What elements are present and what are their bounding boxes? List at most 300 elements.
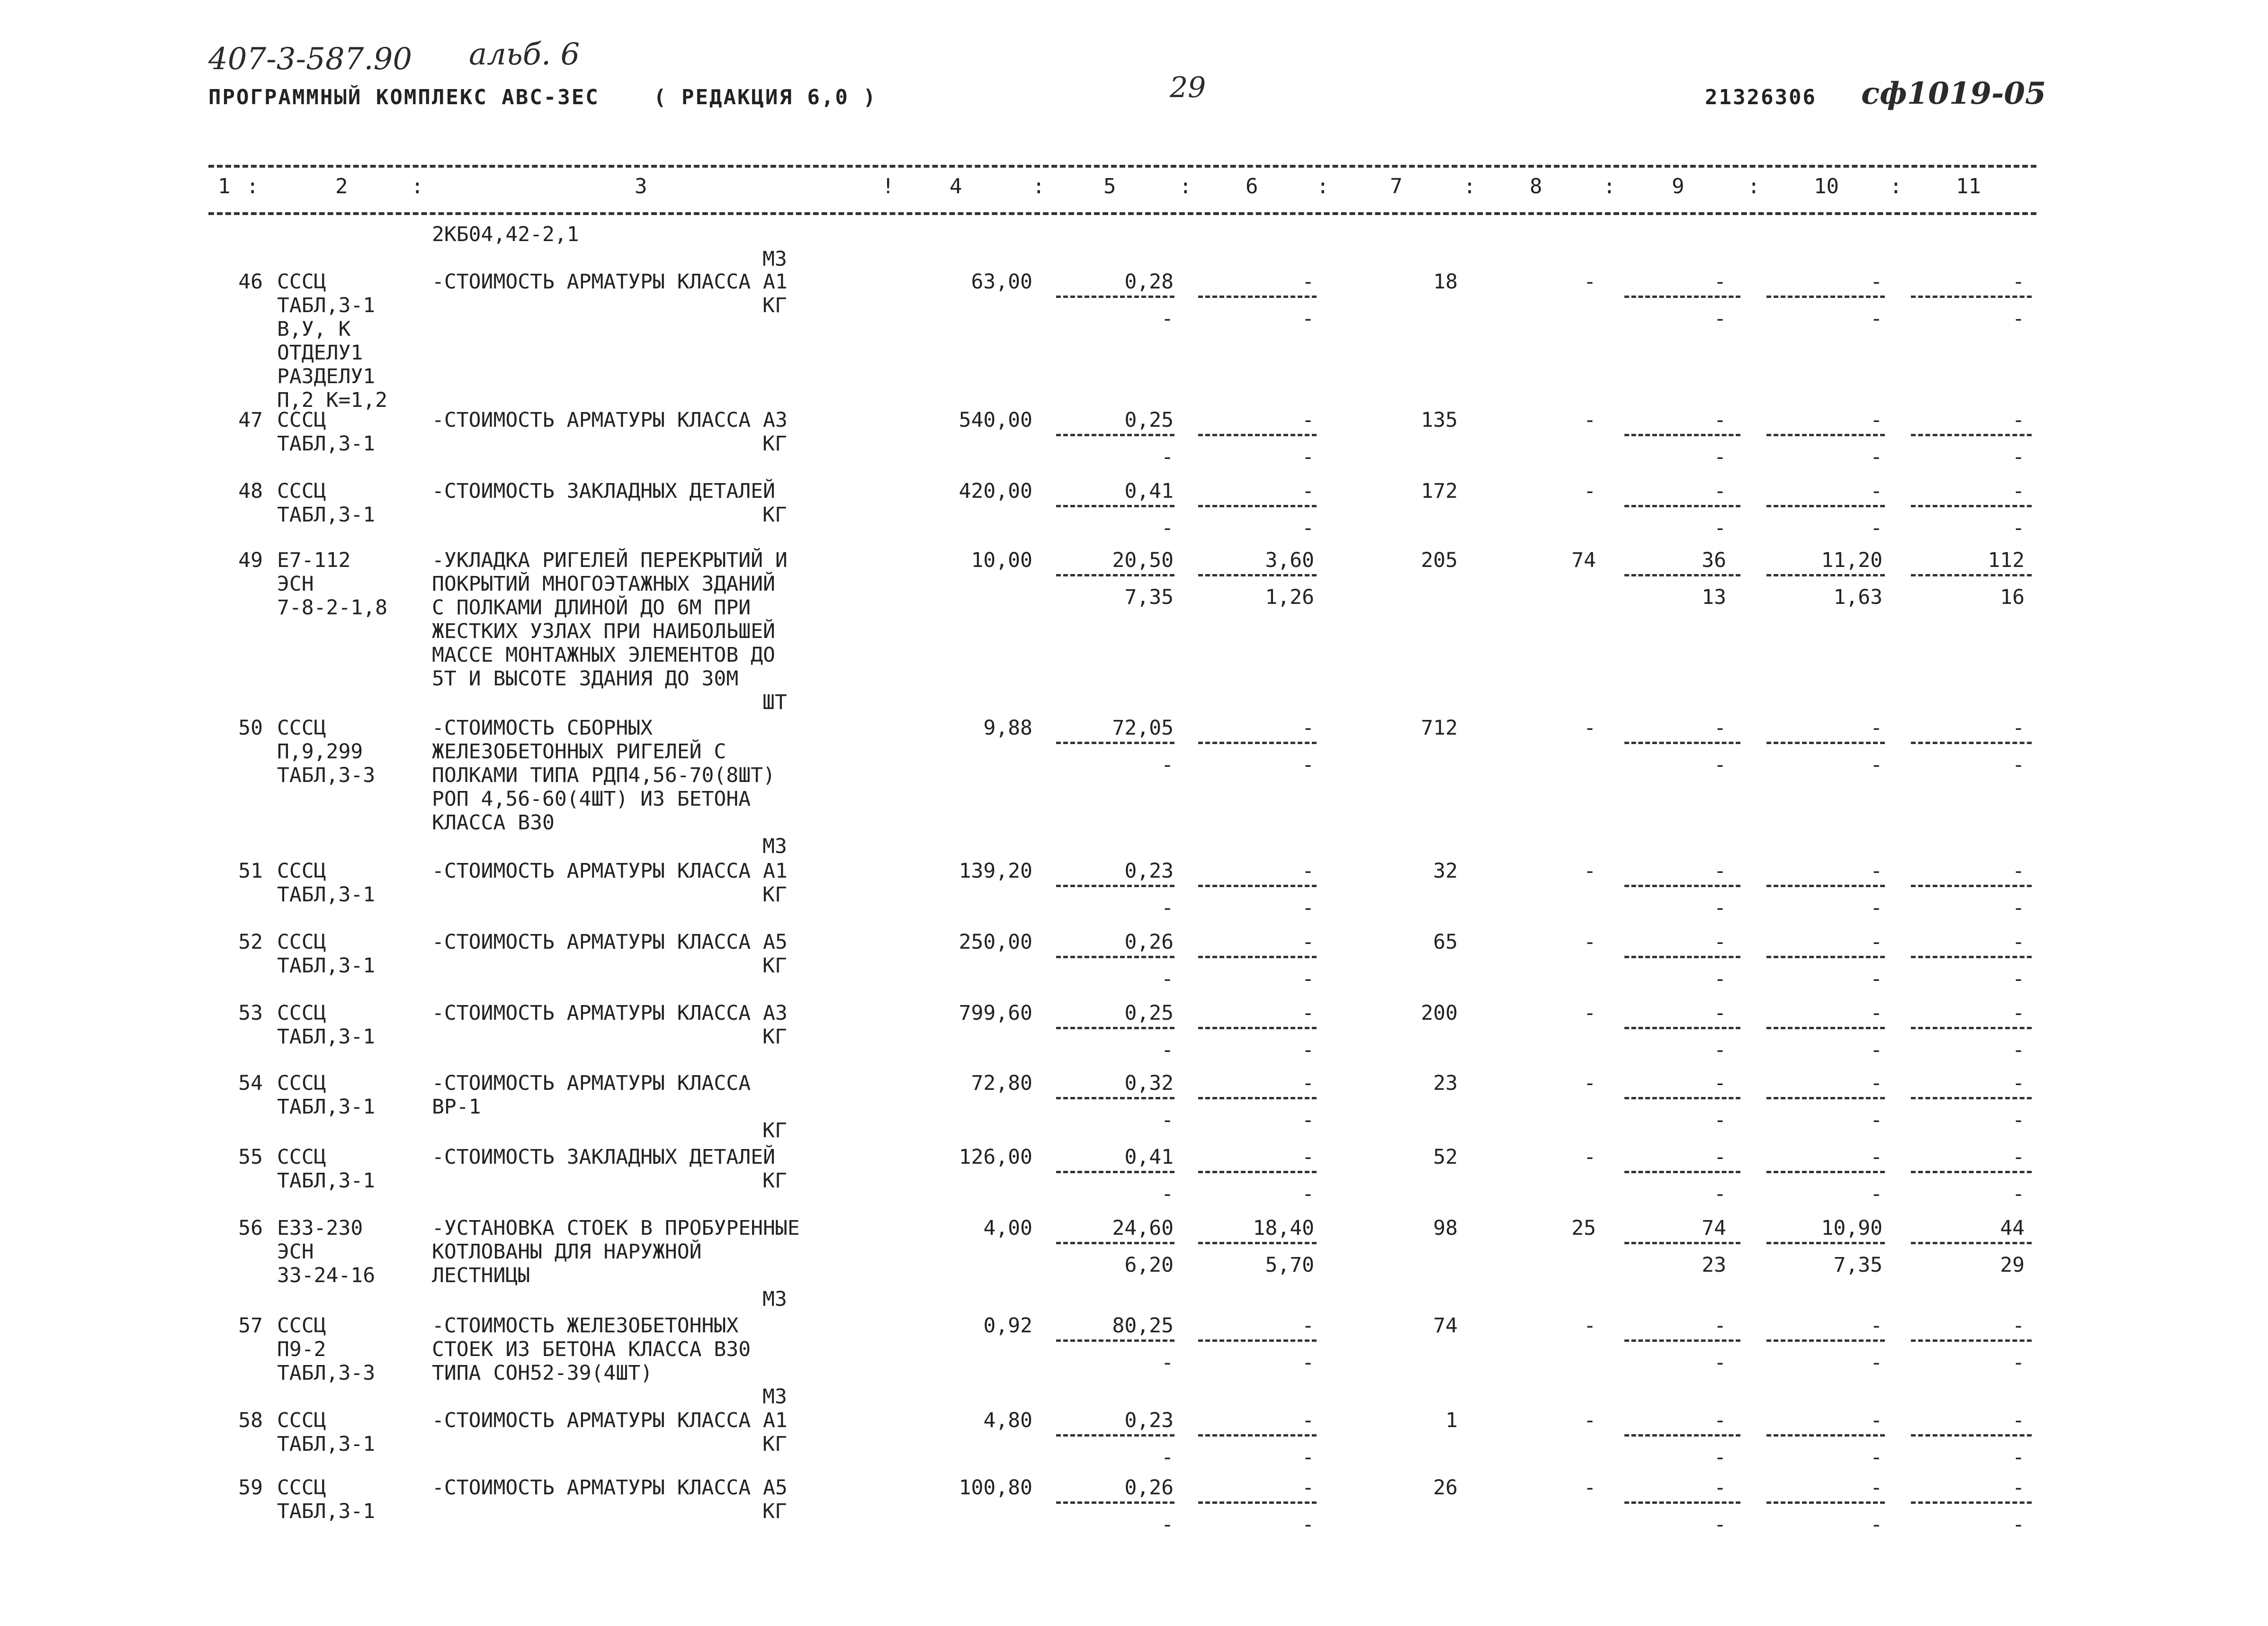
- fraction-divider: [1624, 1027, 1740, 1029]
- row-labor-total: -: [2012, 716, 2025, 740]
- row-quantity: 9,88: [983, 716, 1032, 740]
- row-labor-total-machinist: -: [2012, 753, 2025, 777]
- row-total-cost: 1: [1445, 1409, 1458, 1432]
- row-total-cost: 52: [1433, 1145, 1458, 1169]
- row-code-line: СССЦ: [277, 1071, 326, 1095]
- row-code-line: РАЗДЕЛУ1: [277, 365, 376, 388]
- row-labor-machinist: -: [1870, 306, 1883, 331]
- row-code-line: ТАБЛ,3-1: [277, 503, 376, 527]
- fraction-divider: [1624, 1242, 1740, 1244]
- col-header-5: 5: [1103, 174, 1116, 198]
- row-labor: -: [1870, 479, 1883, 503]
- row-unit-wage: -: [1161, 516, 1174, 540]
- row-total-cost: 98: [1433, 1216, 1458, 1240]
- row-quantity: 540,00: [959, 408, 1032, 432]
- fraction-divider: [1911, 505, 2032, 507]
- row-labor-total: -: [2012, 1476, 2025, 1500]
- row-description-line: -СТОИМОСТЬ АРМАТУРЫ КЛАССА А1: [432, 859, 788, 883]
- row-total-wage: 25: [1571, 1216, 1596, 1240]
- row-unit-machine: -: [1302, 1071, 1314, 1095]
- row-labor-total-machinist: -: [2012, 1182, 2025, 1206]
- row-total-wage: -: [1584, 1314, 1596, 1338]
- fraction-divider: [1911, 1242, 2032, 1244]
- row-description-line: ВР-1: [432, 1095, 481, 1119]
- row-labor-total: 112: [1988, 548, 2025, 572]
- row-labor: -: [1870, 408, 1883, 432]
- row-labor-total-machinist: -: [2012, 1108, 2025, 1132]
- row-total-machine: -: [1714, 1409, 1726, 1432]
- row-unit-wage: -: [1161, 1108, 1174, 1132]
- row-labor-total-machinist: -: [2012, 967, 2025, 991]
- col-header-6: 6: [1246, 174, 1258, 198]
- fraction-divider: [1198, 434, 1317, 436]
- row-description-line: СТОЕК ИЗ БЕТОНА КЛАССА В30: [432, 1338, 751, 1361]
- column-header-row: 1 2 3 4 5 6 7 8 9 10 11 : : ! : : : : : : :: [218, 174, 1981, 198]
- row-unit-cost: 0,41: [1124, 479, 1174, 503]
- fraction-divider: [1911, 956, 2032, 958]
- fraction-divider: [1056, 574, 1174, 576]
- row-unit-machine: -: [1302, 479, 1314, 503]
- row-total-wage: -: [1584, 716, 1596, 740]
- row-total-machine: -: [1714, 716, 1726, 740]
- row-total-machine-wage: 13: [1702, 585, 1726, 609]
- row-unit-cost: 0,41: [1124, 1145, 1174, 1169]
- row-code-line: СССЦ: [277, 408, 326, 432]
- row-total-cost: 26: [1433, 1476, 1458, 1500]
- row-description-line: -СТОИМОСТЬ СБОРНЫХ: [432, 716, 653, 740]
- fraction-divider: [1056, 1027, 1174, 1029]
- row-description-line: С ПОЛКАМИ ДЛИНОЙ ДО 6М ПРИ: [432, 596, 751, 620]
- row-unit-wage: -: [1161, 967, 1174, 991]
- row-labor-machinist: -: [1870, 1350, 1883, 1374]
- fraction-divider: [1198, 574, 1317, 576]
- row-unit-machine-wage: 5,70: [1265, 1253, 1314, 1277]
- row-number: 48: [238, 479, 263, 503]
- row-unit: КГ: [762, 1169, 787, 1193]
- row-unit: КГ: [762, 1119, 787, 1142]
- row-unit-wage: 7,35: [1124, 585, 1174, 609]
- row-total-cost: 200: [1421, 1001, 1458, 1025]
- row-unit-machine: -: [1302, 408, 1314, 432]
- fraction-divider: [1911, 1097, 2032, 1099]
- row-total-cost: 18: [1433, 270, 1458, 294]
- row-number: 51: [238, 859, 263, 883]
- row-description-line: -СТОИМОСТЬ ЗАКЛАДНЫХ ДЕТАЛЕЙ: [432, 479, 775, 503]
- row-labor-total-machinist: -: [2012, 306, 2025, 331]
- fraction-divider: [1198, 885, 1317, 887]
- fraction-divider: [1766, 1434, 1885, 1437]
- row-code-line: ТАБЛ,3-1: [277, 883, 376, 907]
- row-total-wage: -: [1584, 1409, 1596, 1432]
- document-code: сф1019-05: [1861, 76, 2046, 111]
- row-total-machine: -: [1714, 1071, 1726, 1095]
- fraction-divider: [1911, 1434, 2032, 1437]
- row-unit-wage: -: [1161, 1445, 1174, 1469]
- edition-label: ( РЕДАКЦИЯ 6,0 ): [654, 85, 877, 109]
- row-unit-machine: -: [1302, 930, 1314, 954]
- row-unit-machine-wage: -: [1302, 445, 1314, 469]
- row-total-machine: 74: [1702, 1216, 1726, 1240]
- fraction-divider: [1766, 885, 1885, 887]
- row-quantity: 10,00: [971, 548, 1032, 572]
- row-unit-cost: 80,25: [1112, 1314, 1174, 1338]
- fraction-divider: [1911, 1501, 2032, 1504]
- row-code-line: ТАБЛ,3-1: [277, 432, 376, 456]
- program-title: ПРОГРАММНЫЙ КОМПЛЕКС АВС-ЗЕС: [208, 85, 600, 109]
- row-total-cost: 32: [1433, 859, 1458, 883]
- row-total-machine-wage: -: [1714, 967, 1726, 991]
- fraction-divider: [1198, 296, 1317, 298]
- row-description-line: -СТОИМОСТЬ АРМАТУРЫ КЛАССА А5: [432, 930, 788, 954]
- fraction-divider: [1766, 1501, 1885, 1504]
- row-unit-machine: -: [1302, 716, 1314, 740]
- row-total-cost: 205: [1421, 548, 1458, 572]
- col-header-9: 9: [1672, 174, 1685, 198]
- row-description-line: ЖЕЛЕЗОБЕТОННЫХ РИГЕЛЕЙ С: [432, 740, 726, 764]
- row-labor-total: -: [2012, 1314, 2025, 1338]
- row-total-machine-wage: -: [1714, 753, 1726, 777]
- fraction-divider: [1624, 1501, 1740, 1504]
- row-total-machine: -: [1714, 859, 1726, 883]
- row-labor-total: -: [2012, 859, 2025, 883]
- row-labor-total-machinist: -: [2012, 445, 2025, 469]
- row-description-line: -УСТАНОВКА СТОЕК В ПРОБУРЕННЫЕ: [432, 1216, 800, 1240]
- row-labor-total-machinist: -: [2012, 516, 2025, 540]
- row-labor-total-machinist: 16: [2000, 585, 2025, 609]
- row-unit-machine: -: [1302, 1001, 1314, 1025]
- row-total-wage: -: [1584, 1071, 1596, 1095]
- row-total-machine: -: [1714, 1145, 1726, 1169]
- row-quantity: 63,00: [971, 270, 1032, 294]
- row-labor-machinist: -: [1870, 445, 1883, 469]
- row-code-line: СССЦ: [277, 1145, 326, 1169]
- row-unit-cost: 0,23: [1124, 1409, 1174, 1432]
- row-code-line: ТАБЛ,3-1: [277, 1025, 376, 1049]
- row-total-machine: -: [1714, 1001, 1726, 1025]
- row-quantity: 4,80: [983, 1409, 1032, 1432]
- fraction-divider: [1766, 1171, 1885, 1173]
- row-total-wage: 74: [1571, 548, 1596, 572]
- row-number: 46: [238, 270, 263, 294]
- row-total-machine-wage: -: [1714, 1182, 1726, 1206]
- page-number: 29: [1170, 71, 1206, 104]
- row-description-line: -СТОИМОСТЬ АРМАТУРЫ КЛАССА: [432, 1071, 751, 1095]
- row-labor: -: [1870, 1409, 1883, 1432]
- row-labor-total-machinist: -: [2012, 896, 2025, 920]
- row-code-line: ЭСН: [277, 1240, 314, 1264]
- row-unit-machine: 18,40: [1253, 1216, 1314, 1240]
- row-labor-total: -: [2012, 1145, 2025, 1169]
- row-labor-total-machinist: -: [2012, 1038, 2025, 1062]
- row-total-machine: -: [1714, 408, 1726, 432]
- row-total-machine: -: [1714, 1314, 1726, 1338]
- row-unit-cost: 0,26: [1124, 930, 1174, 954]
- row-unit-wage: -: [1161, 1182, 1174, 1206]
- row-total-cost: 23: [1433, 1071, 1458, 1095]
- row-unit-machine-wage: -: [1302, 1512, 1314, 1536]
- fraction-divider: [1911, 1027, 2032, 1029]
- row-unit: М3: [762, 1287, 787, 1311]
- row-total-wage: -: [1584, 1001, 1596, 1025]
- fraction-divider: [1624, 434, 1740, 436]
- row-labor-total: -: [2012, 1001, 2025, 1025]
- fraction-divider: [1624, 1171, 1740, 1173]
- row-labor: -: [1870, 1001, 1883, 1025]
- row-labor: 11,20: [1821, 548, 1883, 572]
- row-total-wage: -: [1584, 859, 1596, 883]
- row-unit-machine-wage: -: [1302, 1182, 1314, 1206]
- col-header-10: 10: [1814, 174, 1839, 198]
- carry-over-unit: М3: [762, 247, 787, 271]
- row-total-wage: -: [1584, 1145, 1596, 1169]
- col-header-7: 7: [1390, 174, 1403, 198]
- fraction-divider: [1624, 296, 1740, 298]
- row-unit: КГ: [762, 954, 787, 978]
- row-unit: КГ: [762, 294, 787, 317]
- row-number: 56: [238, 1216, 263, 1240]
- fraction-divider: [1766, 1339, 1885, 1342]
- fraction-divider: [1766, 1097, 1885, 1099]
- fraction-divider: [1624, 956, 1740, 958]
- row-quantity: 799,60: [959, 1001, 1032, 1025]
- row-total-machine-wage: -: [1714, 1445, 1726, 1469]
- carry-over-text: 2КБ04,42-2,1: [432, 223, 579, 246]
- fraction-divider: [1766, 1242, 1885, 1244]
- fraction-divider: [1056, 956, 1174, 958]
- row-code-line: СССЦ: [277, 1409, 326, 1432]
- fraction-divider: [1624, 1097, 1740, 1099]
- row-unit-wage: -: [1161, 1350, 1174, 1374]
- row-quantity: 0,92: [983, 1314, 1032, 1338]
- row-unit: ШТ: [762, 691, 787, 714]
- row-unit-cost: 72,05: [1112, 716, 1174, 740]
- row-unit-machine-wage: -: [1302, 896, 1314, 920]
- row-unit-machine-wage: -: [1302, 1350, 1314, 1374]
- row-number: 52: [238, 930, 263, 954]
- row-labor-machinist: -: [1870, 1182, 1883, 1206]
- fraction-divider: [1198, 1027, 1317, 1029]
- row-description-line: ЖЕСТКИХ УЗЛАХ ПРИ НАИБОЛЬШЕЙ: [432, 620, 775, 643]
- fraction-divider: [1911, 742, 2032, 744]
- fraction-divider: [1911, 1171, 2032, 1173]
- row-code-line: СССЦ: [277, 930, 326, 954]
- row-labor-machinist: 7,35: [1833, 1253, 1883, 1277]
- row-total-wage: -: [1584, 270, 1596, 294]
- row-unit-cost: 24,60: [1112, 1216, 1174, 1240]
- row-description-line: ТИПА СОН52-39(4ШТ): [432, 1361, 653, 1385]
- fraction-divider: [1766, 574, 1885, 576]
- row-unit-machine: -: [1302, 1314, 1314, 1338]
- row-labor-machinist: 1,63: [1833, 585, 1883, 609]
- row-total-machine: 36: [1702, 548, 1726, 572]
- fraction-divider: [1766, 434, 1885, 436]
- row-number: 55: [238, 1145, 263, 1169]
- row-unit-machine-wage: -: [1302, 1445, 1314, 1469]
- row-total-machine-wage: -: [1714, 306, 1726, 331]
- row-unit-machine-wage: -: [1302, 306, 1314, 331]
- row-code-line: ТАБЛ,3-1: [277, 1432, 376, 1456]
- header-top-rule: [208, 165, 2036, 168]
- row-description-line: ПОКРЫТИЙ МНОГОЭТАЖНЫХ ЗДАНИЙ: [432, 572, 775, 596]
- row-total-machine: -: [1714, 479, 1726, 503]
- row-code-line: СССЦ: [277, 1314, 326, 1338]
- row-number: 47: [238, 408, 263, 432]
- row-total-machine-wage: -: [1714, 445, 1726, 469]
- row-number: 49: [238, 548, 263, 572]
- fraction-divider: [1624, 505, 1740, 507]
- row-labor-total: 44: [2000, 1216, 2025, 1240]
- row-labor: -: [1870, 270, 1883, 294]
- row-total-machine-wage: -: [1714, 1038, 1726, 1062]
- row-total-machine-wage: -: [1714, 896, 1726, 920]
- fraction-divider: [1911, 885, 2032, 887]
- row-total-wage: -: [1584, 1476, 1596, 1500]
- row-labor: -: [1870, 1476, 1883, 1500]
- row-description-line: -СТОИМОСТЬ АРМАТУРЫ КЛАССА А1: [432, 270, 788, 294]
- row-labor-total: -: [2012, 408, 2025, 432]
- row-total-machine-wage: -: [1714, 516, 1726, 540]
- row-total-machine: -: [1714, 270, 1726, 294]
- row-unit: КГ: [762, 503, 787, 527]
- row-code-line: ОТДЕЛУ1: [277, 341, 363, 365]
- row-labor-machinist: -: [1870, 1512, 1883, 1536]
- row-unit-cost: 0,25: [1124, 1001, 1174, 1025]
- row-description-line: 5Т И ВЫСОТЕ ЗДАНИЯ ДО 30М: [432, 667, 739, 691]
- row-labor-total-machinist: -: [2012, 1445, 2025, 1469]
- row-code-line: Е33-230: [277, 1216, 363, 1240]
- fraction-divider: [1198, 505, 1317, 507]
- fraction-divider: [1198, 1242, 1317, 1244]
- row-labor-machinist: -: [1870, 753, 1883, 777]
- fraction-divider: [1056, 1434, 1174, 1437]
- row-number: 58: [238, 1409, 263, 1432]
- row-quantity: 420,00: [959, 479, 1032, 503]
- row-code-line: СССЦ: [277, 859, 326, 883]
- col-header-3: 3: [635, 174, 647, 198]
- row-code-line: ТАБЛ,3-1: [277, 1500, 376, 1523]
- fraction-divider: [1198, 1171, 1317, 1173]
- row-code-line: ТАБЛ,3-3: [277, 1361, 376, 1385]
- row-unit-wage: -: [1161, 753, 1174, 777]
- row-labor: 10,90: [1821, 1216, 1883, 1240]
- row-unit: КГ: [762, 432, 787, 456]
- row-total-machine: -: [1714, 1476, 1726, 1500]
- row-unit-machine-wage: -: [1302, 1038, 1314, 1062]
- fraction-divider: [1198, 1339, 1317, 1342]
- row-unit-cost: 0,25: [1124, 408, 1174, 432]
- row-code-line: СССЦ: [277, 1001, 326, 1025]
- row-description-line: -СТОИМОСТЬ ЖЕЛЕЗОБЕТОННЫХ: [432, 1314, 739, 1338]
- fraction-divider: [1624, 742, 1740, 744]
- row-labor-machinist: -: [1870, 967, 1883, 991]
- row-quantity: 4,00: [983, 1216, 1032, 1240]
- row-quantity: 139,20: [959, 859, 1032, 883]
- row-total-wage: -: [1584, 930, 1596, 954]
- row-quantity: 250,00: [959, 930, 1032, 954]
- row-labor-total: -: [2012, 1409, 2025, 1432]
- row-description-line: -УКЛАДКА РИГЕЛЕЙ ПЕРЕКРЫТИЙ И: [432, 548, 788, 572]
- row-labor-total: -: [2012, 1071, 2025, 1095]
- row-unit-wage: 6,20: [1124, 1253, 1174, 1277]
- row-description-line: ЛЕСТНИЦЫ: [432, 1264, 530, 1287]
- row-labor: -: [1870, 930, 1883, 954]
- row-number: 57: [238, 1314, 263, 1338]
- row-unit-machine: -: [1302, 1409, 1314, 1432]
- fraction-divider: [1624, 1434, 1740, 1437]
- row-total-wage: -: [1584, 479, 1596, 503]
- row-description-line: -СТОИМОСТЬ АРМАТУРЫ КЛАССА А3: [432, 408, 788, 432]
- row-unit-wage: -: [1161, 1512, 1174, 1536]
- row-code-line: СССЦ: [277, 479, 326, 503]
- row-total-machine: -: [1714, 930, 1726, 954]
- row-code-line: П,9,299: [277, 740, 363, 764]
- row-quantity: 72,80: [971, 1071, 1032, 1095]
- row-unit-wage: -: [1161, 445, 1174, 469]
- row-description-line: -СТОИМОСТЬ АРМАТУРЫ КЛАССА А3: [432, 1001, 788, 1025]
- col-header-1: 1: [218, 174, 231, 198]
- row-code-line: СССЦ: [277, 1476, 326, 1500]
- row-code-line: П9-2: [277, 1338, 326, 1361]
- fraction-divider: [1624, 885, 1740, 887]
- fraction-divider: [1056, 1171, 1174, 1173]
- row-code-line: В,У, К: [277, 317, 351, 341]
- row-labor: -: [1870, 1071, 1883, 1095]
- document-number: 21326306: [1705, 85, 1817, 109]
- row-unit-cost: 0,32: [1124, 1071, 1174, 1095]
- row-code-line: ТАБЛ,3-3: [277, 764, 376, 787]
- header-bottom-rule: [208, 212, 2036, 215]
- fraction-divider: [1056, 742, 1174, 744]
- album-note: альб. 6: [469, 37, 580, 72]
- row-unit-machine-wage: -: [1302, 967, 1314, 991]
- fraction-divider: [1198, 1434, 1317, 1437]
- row-labor-total: -: [2012, 479, 2025, 503]
- row-unit-wage: -: [1161, 896, 1174, 920]
- row-labor-total: -: [2012, 930, 2025, 954]
- fraction-divider: [1056, 434, 1174, 436]
- row-total-machine-wage: -: [1714, 1350, 1726, 1374]
- row-total-cost: 74: [1433, 1314, 1458, 1338]
- row-code-line: П,2 К=1,2: [277, 388, 387, 412]
- row-total-cost: 172: [1421, 479, 1458, 503]
- handwritten-code: 407-3-587.90: [208, 42, 412, 77]
- row-description-line: -СТОИМОСТЬ АРМАТУРЫ КЛАССА А1: [432, 1409, 788, 1432]
- fraction-divider: [1056, 1501, 1174, 1504]
- row-labor: -: [1870, 1145, 1883, 1169]
- row-code-line: ТАБЛ,3-1: [277, 1169, 376, 1193]
- row-description-line: МАССЕ МОНТАЖНЫХ ЭЛЕМЕНТОВ ДО: [432, 643, 775, 667]
- col-header-4: 4: [950, 174, 962, 198]
- fraction-divider: [1056, 1242, 1174, 1244]
- row-unit-machine-wage: 1,26: [1265, 585, 1314, 609]
- row-code-line: СССЦ: [277, 716, 326, 740]
- fraction-divider: [1198, 956, 1317, 958]
- fraction-divider: [1198, 1501, 1317, 1504]
- row-code-line: 7-8-2-1,8: [277, 596, 387, 620]
- row-unit-cost: 0,23: [1124, 859, 1174, 883]
- fraction-divider: [1056, 296, 1174, 298]
- row-unit-machine-wage: -: [1302, 753, 1314, 777]
- col-header-2: 2: [335, 174, 348, 198]
- row-code-line: ТАБЛ,3-1: [277, 954, 376, 978]
- fraction-divider: [1056, 1339, 1174, 1342]
- row-number: 50: [238, 716, 263, 740]
- row-code-line: СССЦ: [277, 270, 326, 294]
- row-labor-machinist: -: [1870, 896, 1883, 920]
- row-code-line: Е7-112: [277, 548, 351, 572]
- fraction-divider: [1911, 296, 2032, 298]
- row-code-line: ТАБЛ,3-1: [277, 294, 376, 317]
